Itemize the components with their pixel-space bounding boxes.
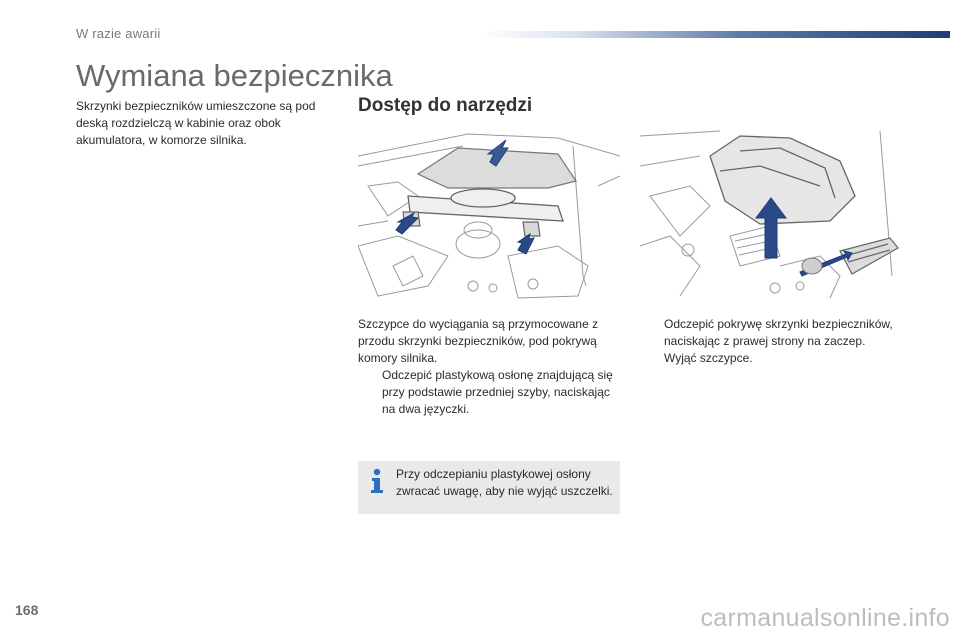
left-bullet-item bbox=[358, 367, 620, 418]
illustration-windscreen-cover bbox=[358, 126, 620, 304]
section-subtitle: Dostęp do narzędzi bbox=[358, 95, 533, 116]
right-bullet-item bbox=[640, 350, 910, 367]
intro-paragraph: Skrzynki bezpieczników umieszczone są pod deską rozdzielczą w kabinie oraz obok akumulatora, w komorze silnika. bbox=[76, 99, 316, 147]
watermark: carmanualsonline.info bbox=[700, 604, 950, 632]
info-icon bbox=[366, 467, 388, 495]
left-column-instructions bbox=[358, 316, 620, 418]
header-gradient-bar bbox=[480, 31, 950, 38]
section-header: W razie awarii bbox=[76, 26, 161, 41]
right-bullet-text: Wyjąć szczypce. bbox=[664, 351, 753, 365]
right-column-instructions bbox=[640, 316, 910, 367]
illustration-fusebox-pliers bbox=[640, 126, 902, 304]
note-text: Przy odczepianiu plastykowej osłony zwracać uwagę, aby nie wyjąć uszczelki. bbox=[396, 467, 613, 498]
page-title: Wymiana bezpiecznika bbox=[76, 58, 393, 93]
right-bullet-text: Odczepić pokrywę skrzynki bezpieczników, naciskając z prawej strony na zaczep. bbox=[664, 317, 893, 348]
info-note-box bbox=[358, 461, 620, 514]
left-bullet-text: Odczepić plastykową osłonę znajdującą się przy podstawie przedniej szyby, naciskając na dwa języczki. bbox=[382, 368, 613, 416]
left-paragraph: Szczypce do wyciągania są przymocowane z przodu skrzynki bezpieczników, pod pokrywą komory silnika. bbox=[358, 317, 599, 365]
right-bullet-item bbox=[640, 316, 910, 350]
page-number: 168 bbox=[15, 602, 39, 618]
